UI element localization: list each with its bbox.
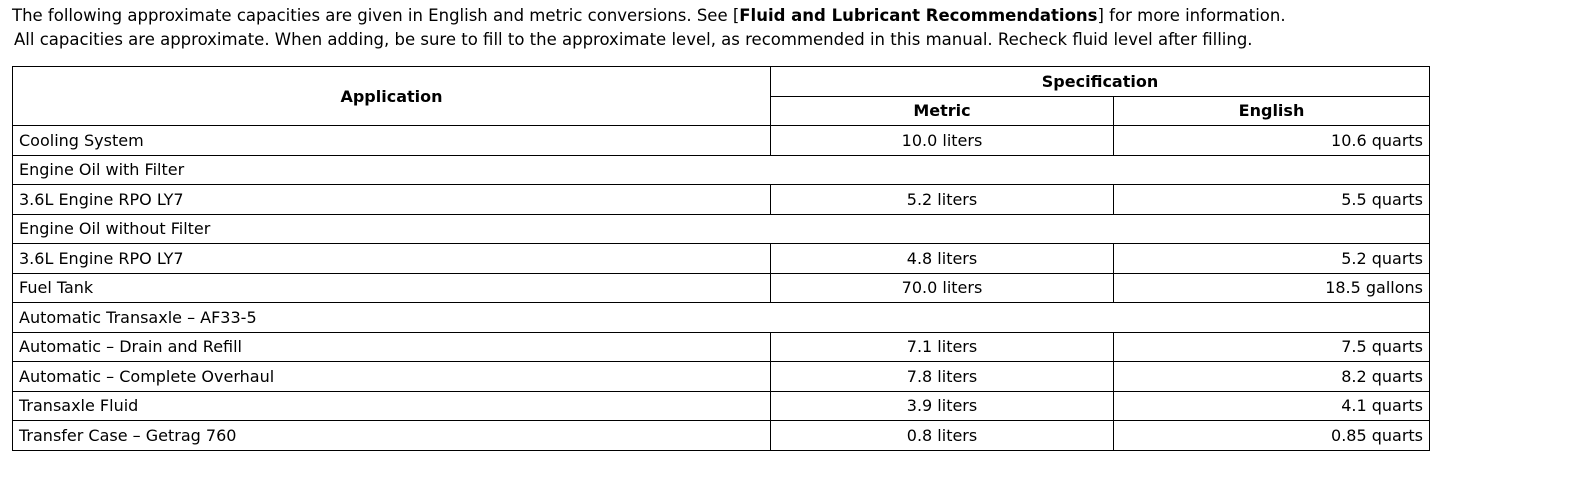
row-english: 8.2 quarts xyxy=(1114,362,1430,392)
group-label: Automatic Transaxle – AF33-5 xyxy=(13,303,1430,333)
intro-line-1-prefix: The following approximate capacities are given in English and metric conversions. See [ xyxy=(12,6,740,25)
row-english: 10.6 quarts xyxy=(1114,126,1430,156)
row-label: 3.6L Engine RPO LY7 xyxy=(13,244,771,274)
table-row xyxy=(13,244,1430,274)
row-metric: 10.0 liters xyxy=(771,126,1114,156)
row-label: Transaxle Fluid xyxy=(13,391,771,421)
row-metric: 5.2 liters xyxy=(771,185,1114,215)
table-group-row xyxy=(13,214,1430,244)
row-english: 7.5 quarts xyxy=(1114,332,1430,362)
table-row xyxy=(13,421,1430,451)
group-label: Engine Oil without Filter xyxy=(13,214,1430,244)
row-english: 5.2 quarts xyxy=(1114,244,1430,274)
row-metric: 7.8 liters xyxy=(771,362,1114,392)
table-row xyxy=(13,391,1430,421)
table-group-row xyxy=(13,303,1430,333)
table-row xyxy=(13,185,1430,215)
table-row xyxy=(13,362,1430,392)
row-label: Transfer Case – Getrag 760 xyxy=(13,421,771,451)
fluid-recommendations-link[interactable]: Fluid and Lubricant Recommendations xyxy=(739,6,1098,25)
header-application: Application xyxy=(13,67,771,126)
capacities-table xyxy=(12,66,1430,451)
row-label: 3.6L Engine RPO LY7 xyxy=(13,185,771,215)
intro-text xyxy=(12,4,1286,52)
row-metric: 70.0 liters xyxy=(771,273,1114,303)
row-english: 4.1 quarts xyxy=(1114,391,1430,421)
row-label: Automatic – Drain and Refill xyxy=(13,332,771,362)
header-specification: Specification xyxy=(771,67,1430,97)
row-label: Fuel Tank xyxy=(13,273,771,303)
row-metric: 3.9 liters xyxy=(771,391,1114,421)
row-metric: 7.1 liters xyxy=(771,332,1114,362)
row-metric: 4.8 liters xyxy=(771,244,1114,274)
table-group-row xyxy=(13,155,1430,185)
row-english: 18.5 gallons xyxy=(1114,273,1430,303)
table-row xyxy=(13,126,1430,156)
table-row xyxy=(13,273,1430,303)
group-label: Engine Oil with Filter xyxy=(13,155,1430,185)
row-english: 5.5 quarts xyxy=(1114,185,1430,215)
row-label: Cooling System xyxy=(13,126,771,156)
row-metric: 0.8 liters xyxy=(771,421,1114,451)
intro-line-1 xyxy=(12,4,1286,28)
row-english: 0.85 quarts xyxy=(1114,421,1430,451)
intro-line-2: All capacities are approximate. When adding, be sure to fill to the approximate level, as recommended in this manual. Recheck fluid level after filling. xyxy=(14,30,1253,49)
intro-line-1-suffix: ] for more information. xyxy=(1097,6,1286,25)
row-label: Automatic – Complete Overhaul xyxy=(13,362,771,392)
header-metric: Metric xyxy=(771,96,1114,126)
header-english: English xyxy=(1114,96,1430,126)
table-row xyxy=(13,332,1430,362)
